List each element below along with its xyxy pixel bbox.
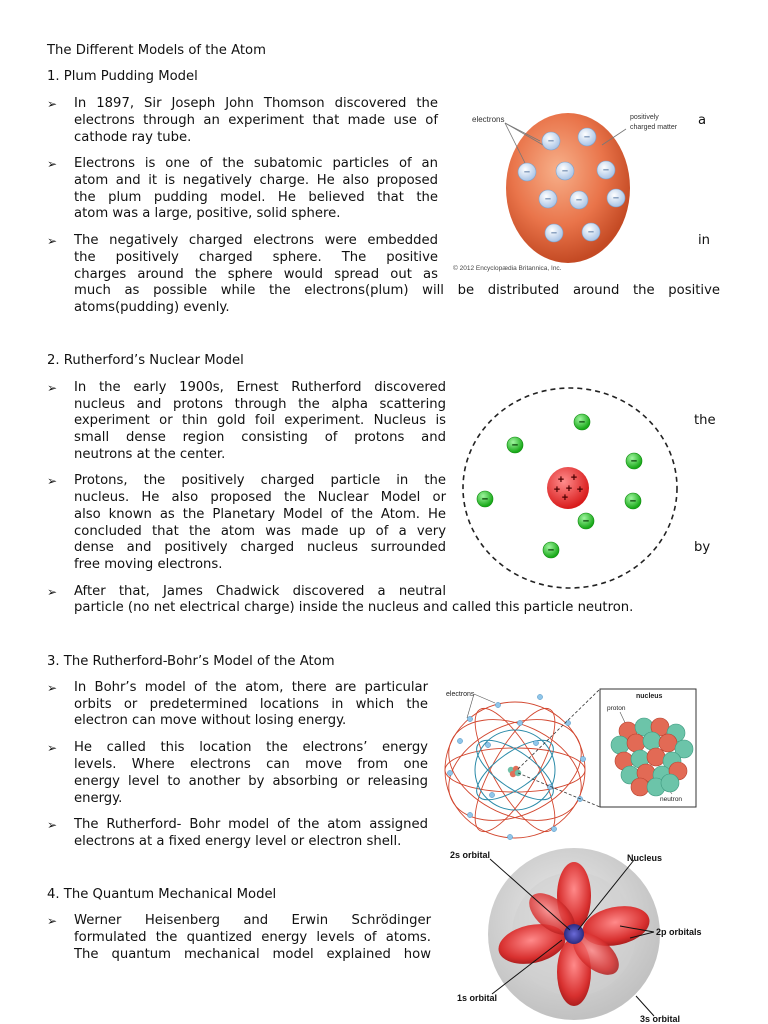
proton [631,778,649,796]
s2-b2-line5: dense and positively charged nucleus surrounded [74,540,446,555]
electron-sign: − [511,439,519,452]
section-1-heading: 1. Plum Pudding Model [47,69,198,84]
plum-electron-sign: − [550,227,558,240]
s3-b1-line1: In Bohr’s model of the atom, there are particular [74,680,428,695]
plum-electron-sign: − [547,135,555,148]
s1-b2-line3: the plum pudding model. He believed that the [74,190,438,205]
s2-b2-line4: concluded that the atom was made up of a very [74,524,446,539]
s4-b1-line1: Werner Heisenberg and Erwin Schrödinger [74,913,431,928]
s1-b3-line2: the positively charged sphere. The positive [74,250,438,265]
electron-sign: − [629,495,637,508]
s2-b2-line3: also known as the Planetary Model of the Atom. He [74,507,446,522]
s2-b1-line1: In the early 1900s, Ernest Rutherford discovered [74,380,446,395]
bullet-marker: ➢ [47,234,58,248]
s4-b1-line3: The quantum mechanical model explained how [74,947,431,962]
plum-pudding-figure [450,103,690,278]
positive-label-line1: positively [630,114,659,121]
s1-b3-line5: atoms(pudding) evenly. [74,300,230,315]
s3-b2-line1: He called this location the electrons’ energy [74,740,428,755]
proton-sign: + [557,474,565,486]
proton [647,748,665,766]
s3-b3-line1: The Rutherford- Bohr model of the atom assigned [74,817,428,832]
electron-sign: − [547,544,555,557]
page-title: The Different Models of the Atom [47,43,266,58]
electron-sign: − [481,493,489,506]
s1-b1-line1: In 1897, Sir Joseph John Thomson discovered the [74,96,438,111]
plum-electron-sign: − [583,131,591,144]
electron-sign: − [582,515,590,528]
s1-b3-line4: much as possible while the electrons(plum) will be distributed around the positive [74,283,720,298]
credit-text: © 2012 Encyclopædia Britannica, Inc. [453,265,562,272]
label-nucleus: Nucleus [627,853,663,863]
orbit-electron [580,756,585,761]
neutron [643,732,661,750]
s2-b2-line2: nucleus. He also proposed the Nuclear Model or [74,490,446,505]
label-1s-orbital: 1s orbital [457,993,498,1003]
s2-b3-line1: After that, James Chadwick discovered a neutral [74,584,446,599]
proton-sign: + [553,484,561,496]
proton-label: proton [607,705,626,712]
orbit-electron [485,742,490,747]
quantum-figure [444,846,716,1024]
orbit-electron [489,792,494,797]
bullet-marker: ➢ [47,157,58,171]
electrons-label: electrons [472,115,505,124]
orbit-electron [495,702,500,707]
pointer-line [474,694,495,703]
bullet-marker: ➢ [47,585,58,599]
plum-electron-sign: − [612,192,620,205]
plum-electron-sign: − [523,166,531,179]
s1-b1-line3: cathode ray tube. [74,130,192,145]
proton-sign: + [565,483,573,495]
s1-b2-line4: atom was a large, positive, solid sphere. [74,206,341,221]
s3-b3-line2: electrons at a fixed energy level or electron shell. [74,834,402,849]
s1-b2-line2: atom and it is negatively charge. He also proposed [74,173,438,188]
orbit-electron [533,740,538,745]
s1-b3-word-in: in [698,233,711,248]
plum-electron-sign: − [544,193,552,206]
proton-sign: + [561,492,569,504]
label-2s-orbital: 2s orbital [450,850,491,860]
section-3-heading: 3. The Rutherford-Bohr’s Model of the Atom [47,654,335,669]
orbit-electron [517,720,522,725]
zoom-line [518,689,600,769]
positive-sphere [506,113,630,263]
orbit-electron [457,738,462,743]
bullet-marker: ➢ [47,474,58,488]
bullet-marker: ➢ [47,97,58,111]
proton-sign: + [570,472,578,484]
rutherford-figure [458,383,682,593]
bullet-marker: ➢ [47,741,58,755]
nucleus-label: nucleus [636,693,663,700]
orbit-electron [507,834,512,839]
bullet-marker: ➢ [47,914,58,928]
neutron-label: neutron [660,796,683,803]
neutron [661,774,679,792]
orbit-electron [447,770,452,775]
orbit-electron [537,694,542,699]
s2-b2-line1: Protons, the positively charged particle in the [74,473,446,488]
s3-b2-line2: levels. Where electrons can move from one [74,757,428,772]
bullet-marker: ➢ [47,381,58,395]
proton [659,734,677,752]
section-2-heading: 2. Rutherford’s Nuclear Model [47,353,244,368]
s2-b2-word-by: by [694,540,711,555]
s2-b1-word-the: the [694,413,716,428]
section-4-heading: 4. The Quantum Mechanical Model [47,887,277,902]
s4-b1-line2: formulated the quantized energy levels of atoms. [74,930,431,945]
s1-b3-line3: charges around the sphere would spread out as [74,267,438,282]
orbit-electron [467,716,472,721]
s2-b1-line4: small dense region consisting of protons and [74,430,446,445]
orbit-electron [551,826,556,831]
bohr-figure [440,683,702,843]
s2-b1-line2: nucleus and protons through the alpha scattering [74,397,446,412]
s3-b2-line3: energy level to another by absorbing or releasing [74,774,428,789]
proton [627,734,645,752]
electrons-label: electrons [446,691,475,698]
s1-b1-line2: electrons through an experiment that made use of [74,113,438,128]
plum-electron-sign: − [561,165,569,178]
plum-electron-sign: − [575,194,583,207]
orbit-electron [565,720,570,725]
plum-electron-sign: − [602,164,610,177]
s1-b3-line1: The negatively charged electrons were embedded [74,233,438,248]
neutron [611,736,629,754]
label-2p-orbitals: 2p orbitals [656,927,702,937]
s3-b1-line2: orbits or predetermined locations in which the [74,697,428,712]
label-3s-orbital: 3s orbital [640,1014,681,1024]
s3-b1-line3: electron can move without losing energy. [74,713,347,728]
electron-sign: − [630,455,638,468]
zoom-line [518,773,600,807]
bullet-marker: ➢ [47,681,58,695]
s1-b2-line1: Electrons is one of the subatomic particles of an [74,156,438,171]
plum-electron-sign: − [587,226,595,239]
s2-b1-line5: neutrons at the center. [74,447,226,462]
electron-sign: − [578,416,586,429]
s2-b2-line6: free moving electrons. [74,557,223,572]
s1-b1-word-a: a [698,113,707,128]
proton-sign: + [576,484,584,496]
s2-b3-line2: particle (no net electrical charge) inside the nucleus and called this particle neutron. [74,600,634,615]
s2-b1-line3: experiment or thin gold foil experiment. Nucleus is [74,413,446,428]
s3-b2-line4: energy. [74,791,123,806]
positive-label-line2: charged matter [630,124,678,131]
orbit-electron [467,812,472,817]
bullet-marker: ➢ [47,818,58,832]
